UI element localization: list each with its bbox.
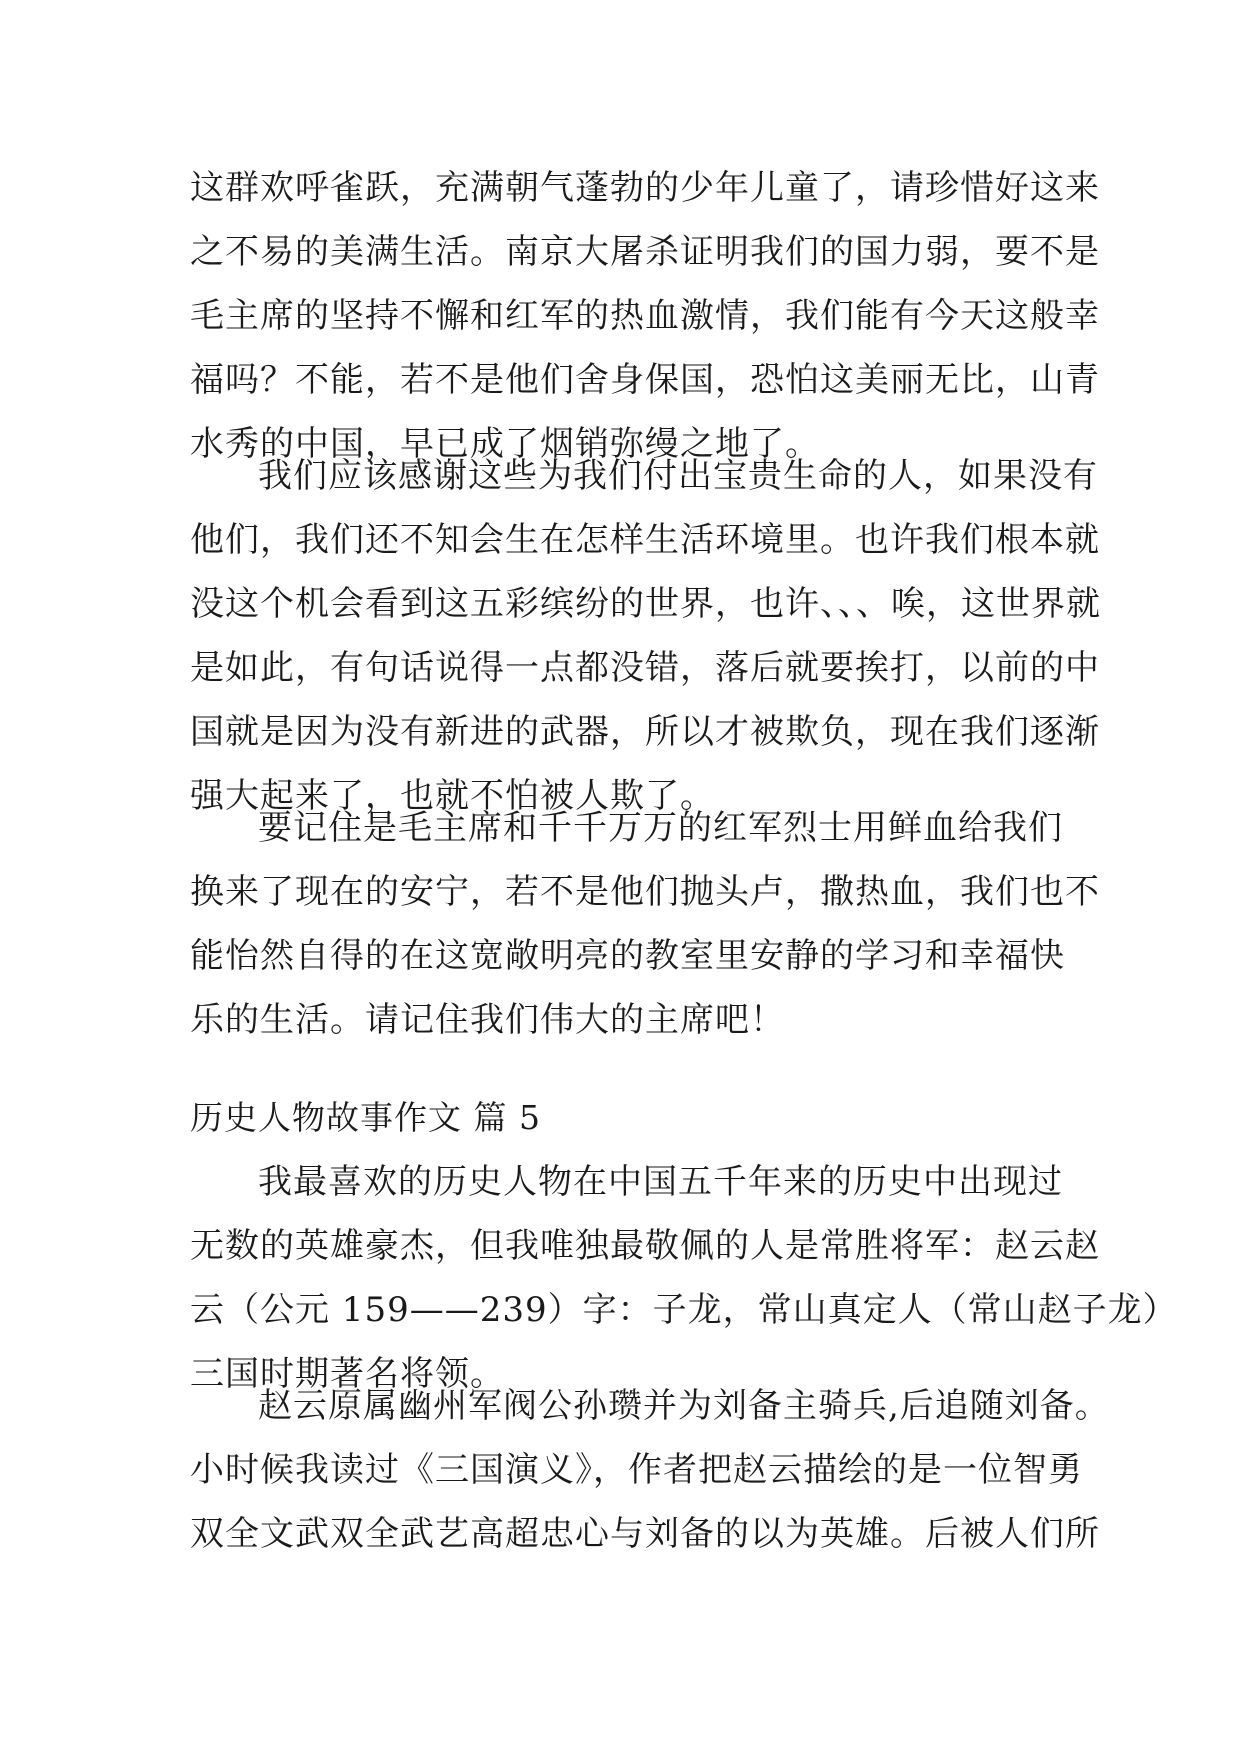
text-line: 是如此，有句话说得一点都没错，落后就要挨打，以前的中 — [190, 648, 1100, 688]
paragraph-3 — [190, 796, 1100, 1052]
text-line: 水秀的中国，早已成了烟销弥缦之地了。 — [190, 424, 820, 464]
text-line: 强大起来了，也就不怕被人欺了。 — [190, 776, 715, 816]
text-line: 三国时期著名将领。 — [190, 1354, 505, 1394]
text-line: 这群欢呼雀跃，充满朝气蓬勃的少年儿童了，请珍惜好这来 — [190, 168, 1100, 208]
text-line: 小时候我读过《三国演义》，作者把赵云描绘的是一位智勇 — [190, 1450, 1083, 1490]
text-line: 乐的生活。请记住我们伟大的主席吧！ — [190, 1000, 785, 1040]
text-line: 换来了现在的安宁，若不是他们抛头卢，撒热血，我们也不 — [190, 872, 1100, 912]
text-line: 之不易的美满生活。南京大屠杀证明我们的国力弱，要不是 — [190, 232, 1100, 272]
text-line: 他们，我们还不知会生在怎样生活环境里。也许我们根本就 — [190, 520, 1100, 560]
section-heading: 历史人物故事作文 篇 5 — [190, 1098, 541, 1137]
paragraph-5 — [190, 1374, 1110, 1566]
text-line: 我们应该感谢这些为我们付出宝贵生命的人，如果没有 — [258, 456, 1098, 496]
text-line: 无数的英雄豪杰，但我唯独最敬佩的人是常胜将军：赵云赵 — [190, 1226, 1100, 1266]
text-line: 云（公元 159——239）字：子龙，常山真定人（常山赵子龙） — [190, 1290, 1178, 1330]
text-line: 福吗？不能，若不是他们舍身保国，恐怕这美丽无比，山青 — [190, 360, 1100, 400]
section-heading-wrap — [190, 1086, 1052, 1150]
text-line: 双全文武双全武艺高超忠心与刘备的以为英雄。后被人们所 — [190, 1514, 1100, 1554]
text-line: 赵云原属幽州军阀公孙瓒并为刘备主骑兵,后追随刘备。 — [258, 1386, 1110, 1426]
text-line: 能怡然自得的在这宽敞明亮的教室里安静的学习和幸福快 — [190, 936, 1065, 976]
text-line: 毛主席的坚持不懈和红军的热血激情，我们能有今天这般幸 — [190, 296, 1100, 336]
text-line: 国就是因为没有新进的武器，所以才被欺负，现在我们逐渐 — [190, 712, 1100, 752]
text-line: 我最喜欢的历史人物在中国五千年来的历史中出现过 — [258, 1162, 1063, 1202]
text-line: 要记住是毛主席和千千万万的红军烈士用鲜血给我们 — [258, 808, 1063, 848]
text-line: 没这个机会看到这五彩缤纷的世界，也许、、、唉，这世界就 — [190, 584, 1101, 624]
